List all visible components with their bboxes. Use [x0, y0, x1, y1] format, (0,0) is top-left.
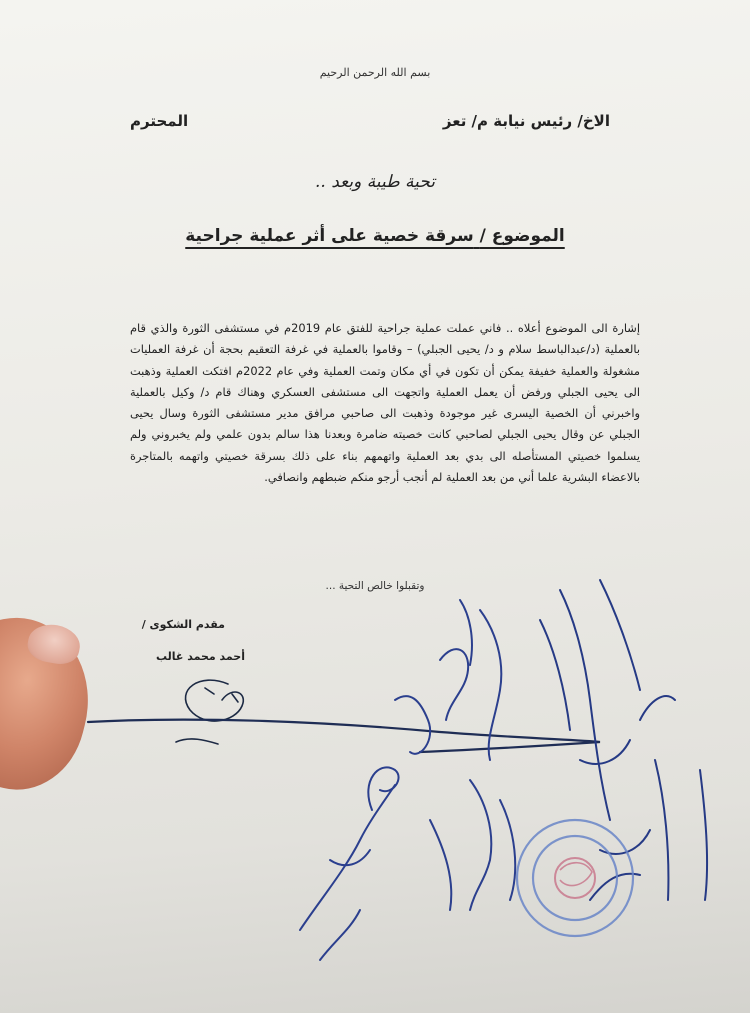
- basmala: بسم الله الرحمن الرحيم: [319, 66, 431, 79]
- closing-line: وتقبلوا خالص التحية ...: [325, 580, 425, 592]
- greeting: تحية طيبة وبعد ..: [315, 172, 435, 192]
- addressee: الاخ/ رئيس نيابة م/ تعز: [442, 112, 610, 130]
- complainant-name: أحمد محمد غالب: [156, 650, 245, 663]
- signature-stroke: [88, 720, 600, 752]
- letter-body: إشارة الى الموضوع أعلاه .. فاني عملت عملية جراحية للفتق عام 2019م في مستشفى الثورة والذي قام بالعملية (د/عبدالباسط سلام و د/ يحيى الجبلي) – وقاموا بالعملية في غرفة التعقيم بحجة أن غرفة العمليات مشغولة والعملية خفيفة يمكن أن تكون في أي مكان وتمت العملية وفي عام 2022م افتكت العملية وذهبت الى يحيى الجبلي ورفض أن يعمل العملية واتجهت الى مستشفى العسكري وهناك قام د/ وكيل بالعملية واخبرني أن الخصية اليسرى غير موجودة وذهبت الى صاحبي مرافق مدير مستشفى الثورة وسال يحيى الجبلي عن وقال يحيى الجبلي لصاحبي كانت خصيته ضامرة وبعدنا هذا سالم بدون علمي ولم يخبروني ولم يسلموا خصيتي المستأصله الى بدي بعد العملية واتهمهم بناء على ذلك بسرقة خصيتي واتهمه بالمتاجرة بالاعضاء البشرية علما أني من بعد العملية لم أنجب أرجو منكم ضبطهم وانصافي.: [130, 321, 641, 485]
- subject-text: سرقة خصية على أثر عملية جراحية: [185, 226, 474, 246]
- complainant-signature: [176, 680, 243, 744]
- handwritten-note-blue: [300, 600, 515, 960]
- respect-salutation: المحترم: [130, 112, 189, 130]
- subject-label: الموضوع /: [479, 226, 565, 246]
- complainant-label: مقدم الشكوى /: [141, 618, 225, 631]
